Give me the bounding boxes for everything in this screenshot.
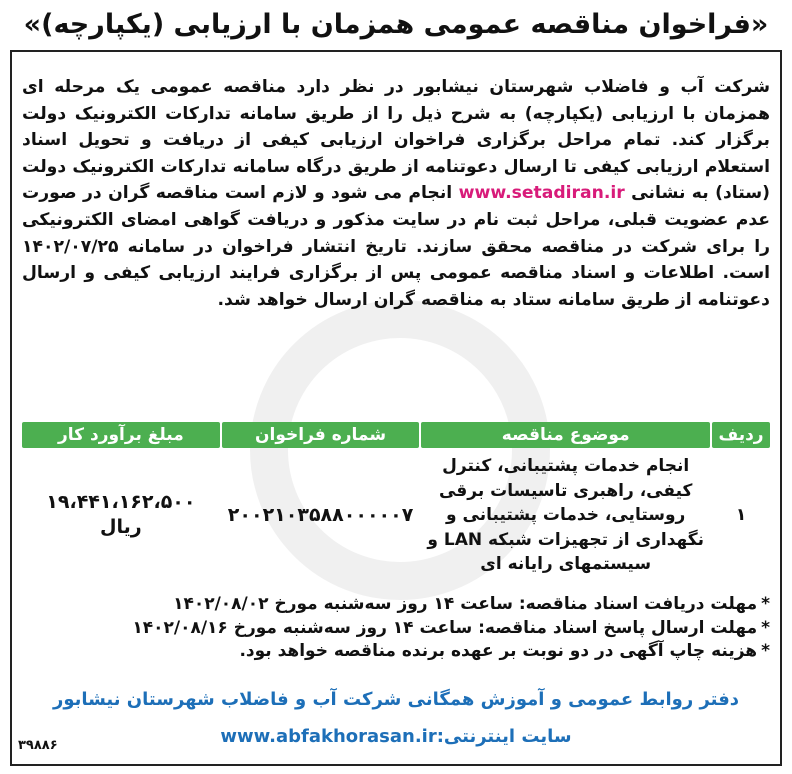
abfakhorasan-link[interactable]: www.abfakhorasan.ir — [220, 726, 437, 747]
cell-number: ۲۰۰۲۱۰۳۵۸۸۰۰۰۰۰۷ — [227, 503, 414, 526]
cell-topic: انجام خدمات پشتیبانی، کنترل کیفی، راهبری تاسیسات برقی روستایی، خدمات پشتیبانی و نگهداری از تجهیزات شبکه LAN و سیستمهای رایانه ای — [427, 456, 705, 574]
asterisk-icon: * — [761, 617, 770, 638]
notice-body — [22, 74, 770, 313]
notice-code: ۳۹۸۸۶ — [18, 738, 58, 753]
asterisk-icon: * — [761, 594, 770, 614]
cell-row: ۱ — [735, 504, 747, 525]
header-number: شماره فراخوان — [222, 422, 420, 448]
asterisk-icon: * — [761, 641, 770, 661]
amount-value: ۱۹،۴۴۱،۱۶۲،۵۰۰ — [46, 491, 196, 514]
notice-title: «فراخوان مناقصه عمومی همزمان با ارزیابی (یکپارچه)» — [23, 9, 769, 40]
note-item — [22, 640, 770, 664]
table-row — [22, 450, 770, 581]
amount-currency: ریال — [100, 516, 142, 539]
header-amount: مبلغ برآورد کار — [22, 422, 220, 448]
notes-list — [22, 593, 770, 664]
note-item — [22, 617, 770, 641]
site-label: سایت اینترنتی: — [436, 726, 572, 747]
note-item — [22, 593, 770, 617]
setadiran-link[interactable]: www.setadiran.ir — [458, 183, 625, 204]
body-part2: انجام می شود و لازم است مناقصه گران در صورت عدم عضویت قبلی، مراحل ثبت نام در سایت مذکور و دریافت گواهی امضای الکترونیکی را برای شرکت در مناقصه محقق سازند. تاریخ انتشار فراخوان در سامانه ۱۴۰۲/۰۷/۲۵ است. اطلاعات و اسناد مناقصه عمومی پس از برگزاری فرایند ارزیابی کیفی و ارسال دعوتنامه از طریق سامانه ستاد به مناقصه گران ارسال خواهد شد. — [22, 183, 770, 310]
footer-site — [0, 724, 792, 750]
note-text: مهلت دریافت اسناد مناقصه: ساعت ۱۴ روز سه‌شنبه مورخ ۱۴۰۲/۰۸/۰۲ — [173, 594, 758, 614]
body-part1: شرکت آب و فاضلاب شهرستان نیشابور در نظر دارد مناقصه عمومی یک مرحله ای همزمان با ارزیابی (یکپارچه) به شرح ذیل را از طریق سامانه تدارکات الکترونیک دولت برگزار کند. تمام مراحل برگزاری فراخوان ارزیابی کیفی از دریافت و تحویل اسناد استعلام ارزیابی کیفی تا ارسال دعوتنامه از طریق درگاه سامانه تدارکات الکترونیک دولت (ستاد) به نشانی — [22, 77, 770, 204]
cell-amount — [22, 450, 220, 581]
header-topic: موضوع مناقصه — [421, 422, 710, 448]
note-text: هزینه چاپ آگهی در دو نوبت بر عهده برنده مناقصه خواهد بود. — [239, 641, 758, 661]
table-header-row — [22, 422, 770, 448]
footer-office: دفتر روابط عمومی و آموزش همگانی شرکت آب و فاضلاب شهرستان نیشابور — [52, 689, 740, 710]
tender-table — [20, 420, 772, 583]
note-text: مهلت ارسال پاسخ اسناد مناقصه: ساعت ۱۴ روز سه‌شنبه مورخ ۱۴۰۲/۰۸/۱۶ — [132, 617, 758, 638]
header-row: ردیف — [712, 422, 770, 448]
